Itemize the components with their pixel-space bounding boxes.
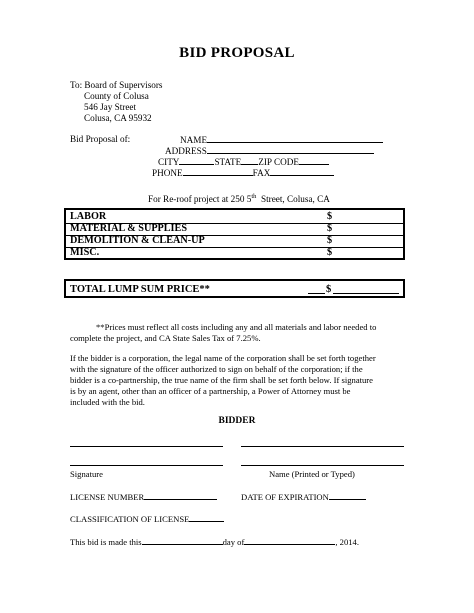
name-label: NAME bbox=[180, 135, 208, 145]
zip-label: ZIP CODE bbox=[258, 157, 300, 167]
dollar-sign[interactable]: $ bbox=[327, 235, 333, 246]
dollar-sign[interactable]: $ bbox=[327, 247, 333, 258]
instructions-line-5: included with the bid. bbox=[70, 397, 145, 407]
printed-name-line[interactable] bbox=[241, 465, 404, 466]
total-blank[interactable] bbox=[333, 293, 399, 294]
license-number-blank[interactable] bbox=[144, 491, 217, 500]
company-line-right[interactable] bbox=[241, 446, 404, 447]
addressee-line-4: Colusa, CA 95932 bbox=[84, 113, 152, 123]
phone-label: PHONE bbox=[152, 168, 183, 178]
bidder-heading: BIDDER bbox=[218, 416, 256, 426]
printed-name-label: Name (Printed or Typed) bbox=[269, 469, 355, 479]
company-line-left[interactable] bbox=[70, 446, 223, 447]
addressee-line-2: County of Colusa bbox=[84, 91, 149, 101]
price-note-line-2: complete the project, and CA State Sales Tax of 7.25%. bbox=[70, 333, 261, 343]
cost-label: DEMOLITION & CLEAN-UP bbox=[70, 235, 205, 246]
month-blank[interactable] bbox=[244, 536, 335, 545]
instructions-line-2: with the signature of the officer authorized to sign on behalf of the corporation; if the bbox=[70, 364, 363, 374]
dollar-sign[interactable]: $ bbox=[327, 211, 333, 222]
dollar-sign[interactable]: $ bbox=[327, 223, 333, 234]
classification-blank[interactable] bbox=[189, 513, 224, 522]
license-number-row bbox=[70, 491, 217, 503]
total-blank-pre[interactable] bbox=[308, 293, 325, 294]
expiration-row bbox=[241, 491, 366, 503]
page-title: BID PROPOSAL bbox=[179, 45, 295, 61]
state-label: STATE bbox=[214, 157, 242, 167]
classification-label: CLASSIFICATION OF LICENSE bbox=[70, 514, 190, 524]
made-this-label: This bid is made this bbox=[70, 537, 142, 547]
cost-label: MATERIAL & SUPPLIES bbox=[70, 223, 187, 234]
signature-label: Signature bbox=[70, 469, 103, 479]
city-blank[interactable] bbox=[179, 156, 214, 165]
day-of-label: day of bbox=[222, 537, 245, 547]
price-note-line-1: **Prices must reflect all costs including any and all materials and labor needed to bbox=[96, 322, 377, 332]
address-blank[interactable] bbox=[207, 145, 374, 154]
instructions-line-1: If the bidder is a corporation, the legal name of the corporation shall be set forth together bbox=[70, 353, 376, 363]
zip-blank[interactable] bbox=[299, 156, 329, 165]
expiration-label: DATE OF EXPIRATION bbox=[241, 492, 329, 502]
fax-label: FAX bbox=[252, 168, 271, 178]
project-line bbox=[148, 191, 330, 205]
cost-label: MISC. bbox=[70, 247, 100, 258]
project-suffix: Street, Colusa, CA bbox=[256, 194, 330, 205]
day-blank[interactable] bbox=[142, 536, 223, 545]
cost-label: LABOR bbox=[70, 211, 107, 222]
made-this-row bbox=[70, 536, 359, 548]
bid-of-label: Bid Proposal of: bbox=[70, 134, 131, 144]
addressee-line-3: 546 Jay Street bbox=[84, 102, 137, 112]
state-blank[interactable] bbox=[241, 156, 258, 165]
instructions-line-3: bidder is a co-partnership, the true name of the firm shall be set forth below. If signature bbox=[70, 375, 373, 385]
expiration-blank[interactable] bbox=[329, 491, 366, 500]
phone-fax-row bbox=[152, 167, 334, 179]
address-label: ADDRESS bbox=[165, 146, 207, 156]
total-dollar[interactable]: $ bbox=[326, 284, 332, 295]
project-sup: th bbox=[251, 193, 257, 200]
addressee-line-1: To: Board of Supervisors bbox=[70, 80, 163, 90]
year-label: , 2014. bbox=[335, 537, 359, 547]
name-blank[interactable] bbox=[207, 134, 383, 143]
project-prefix: For Re-roof project at 250 5 bbox=[148, 194, 252, 205]
classification-row bbox=[70, 513, 224, 525]
city-label: CITY bbox=[158, 157, 180, 167]
cost-row-misc bbox=[66, 246, 403, 259]
fax-blank[interactable] bbox=[270, 167, 334, 176]
total-box bbox=[64, 279, 405, 298]
license-number-label: LICENSE NUMBER bbox=[70, 492, 145, 502]
cost-table bbox=[64, 208, 405, 260]
total-label: TOTAL LUMP SUM PRICE** bbox=[70, 284, 210, 295]
signature-line[interactable] bbox=[70, 465, 223, 466]
phone-blank[interactable] bbox=[183, 167, 253, 176]
instructions-line-4: is by an agent, other than an officer of a partnership, a Power of Attorney must be bbox=[70, 386, 351, 396]
